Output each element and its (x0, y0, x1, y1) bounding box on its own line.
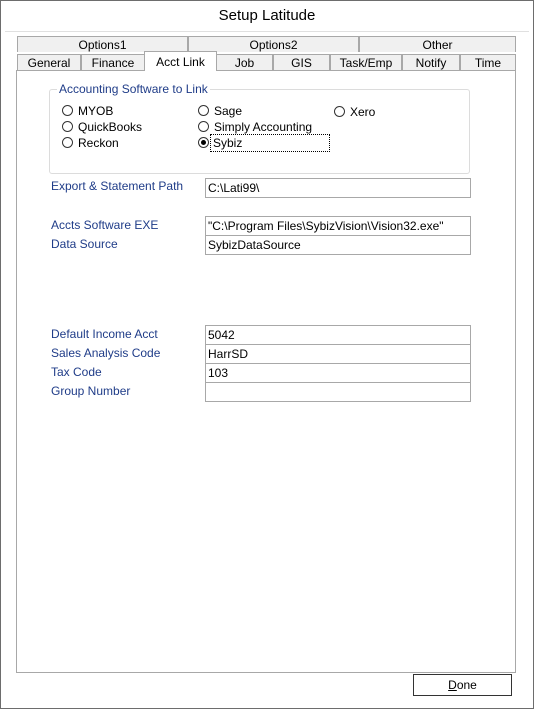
tax-code-label: Tax Code (51, 365, 102, 379)
radio-label: Reckon (78, 136, 119, 150)
sales-analysis-input[interactable]: HarrSD (205, 344, 471, 364)
radio-label: QuickBooks (78, 120, 143, 134)
radio-label: Xero (350, 105, 376, 119)
group-number-input[interactable] (205, 382, 471, 402)
done-button-mnemonic: D (448, 678, 457, 692)
radio-label: MYOB (78, 104, 114, 118)
group-title: Accounting Software to Link (59, 82, 208, 96)
tab-job[interactable]: Job (216, 54, 273, 70)
export-path-input[interactable]: C:\Lati99\ (205, 178, 471, 198)
window-title: Setup Latitude (218, 7, 316, 24)
group-number-label: Group Number (51, 384, 131, 398)
done-button[interactable] (413, 674, 512, 696)
tab-options1[interactable]: Options1 (17, 36, 188, 52)
sales-analysis-label: Sales Analysis Code (51, 346, 161, 360)
tab-row-top (17, 36, 516, 53)
radio-circle (62, 121, 73, 132)
export-path-label: Export & Statement Path (51, 179, 184, 193)
tab-options2[interactable]: Options2 (188, 36, 359, 52)
accts-exe-label: Accts Software EXE (51, 218, 159, 232)
tab-acct-link[interactable]: Acct Link (144, 51, 217, 71)
tab-time[interactable]: Time (460, 54, 516, 70)
default-income-input[interactable]: 5042 (205, 325, 471, 345)
radio-circle (62, 105, 73, 116)
radio-circle (198, 105, 209, 116)
radio-circle-checked (198, 137, 209, 148)
tax-code-input[interactable]: 103 (205, 363, 471, 383)
tab-notify[interactable]: Notify (402, 54, 460, 70)
radio-circle (198, 121, 209, 132)
radio-label: Sybiz (210, 134, 330, 152)
tab-row-bottom (17, 54, 516, 71)
radio-label: Simply Accounting (214, 120, 313, 134)
radio-circle (334, 106, 345, 117)
radio-circle (62, 137, 73, 148)
done-button-label: one (456, 678, 477, 692)
data-source-label: Data Source (51, 237, 118, 251)
title-separator (5, 31, 529, 32)
accts-exe-input[interactable]: "C:\Program Files\SybizVision\Vision32.exe" (205, 216, 471, 236)
tab-task-emp[interactable]: Task/Emp (330, 54, 402, 70)
data-source-input[interactable]: SybizDataSource (205, 235, 471, 255)
radio-label: Sage (214, 104, 243, 118)
tab-finance[interactable]: Finance (81, 54, 145, 70)
tab-other[interactable]: Other (359, 36, 516, 52)
tab-gis[interactable]: GIS (273, 54, 330, 70)
tab-general[interactable]: General (17, 54, 81, 70)
default-income-label: Default Income Acct (51, 327, 158, 341)
